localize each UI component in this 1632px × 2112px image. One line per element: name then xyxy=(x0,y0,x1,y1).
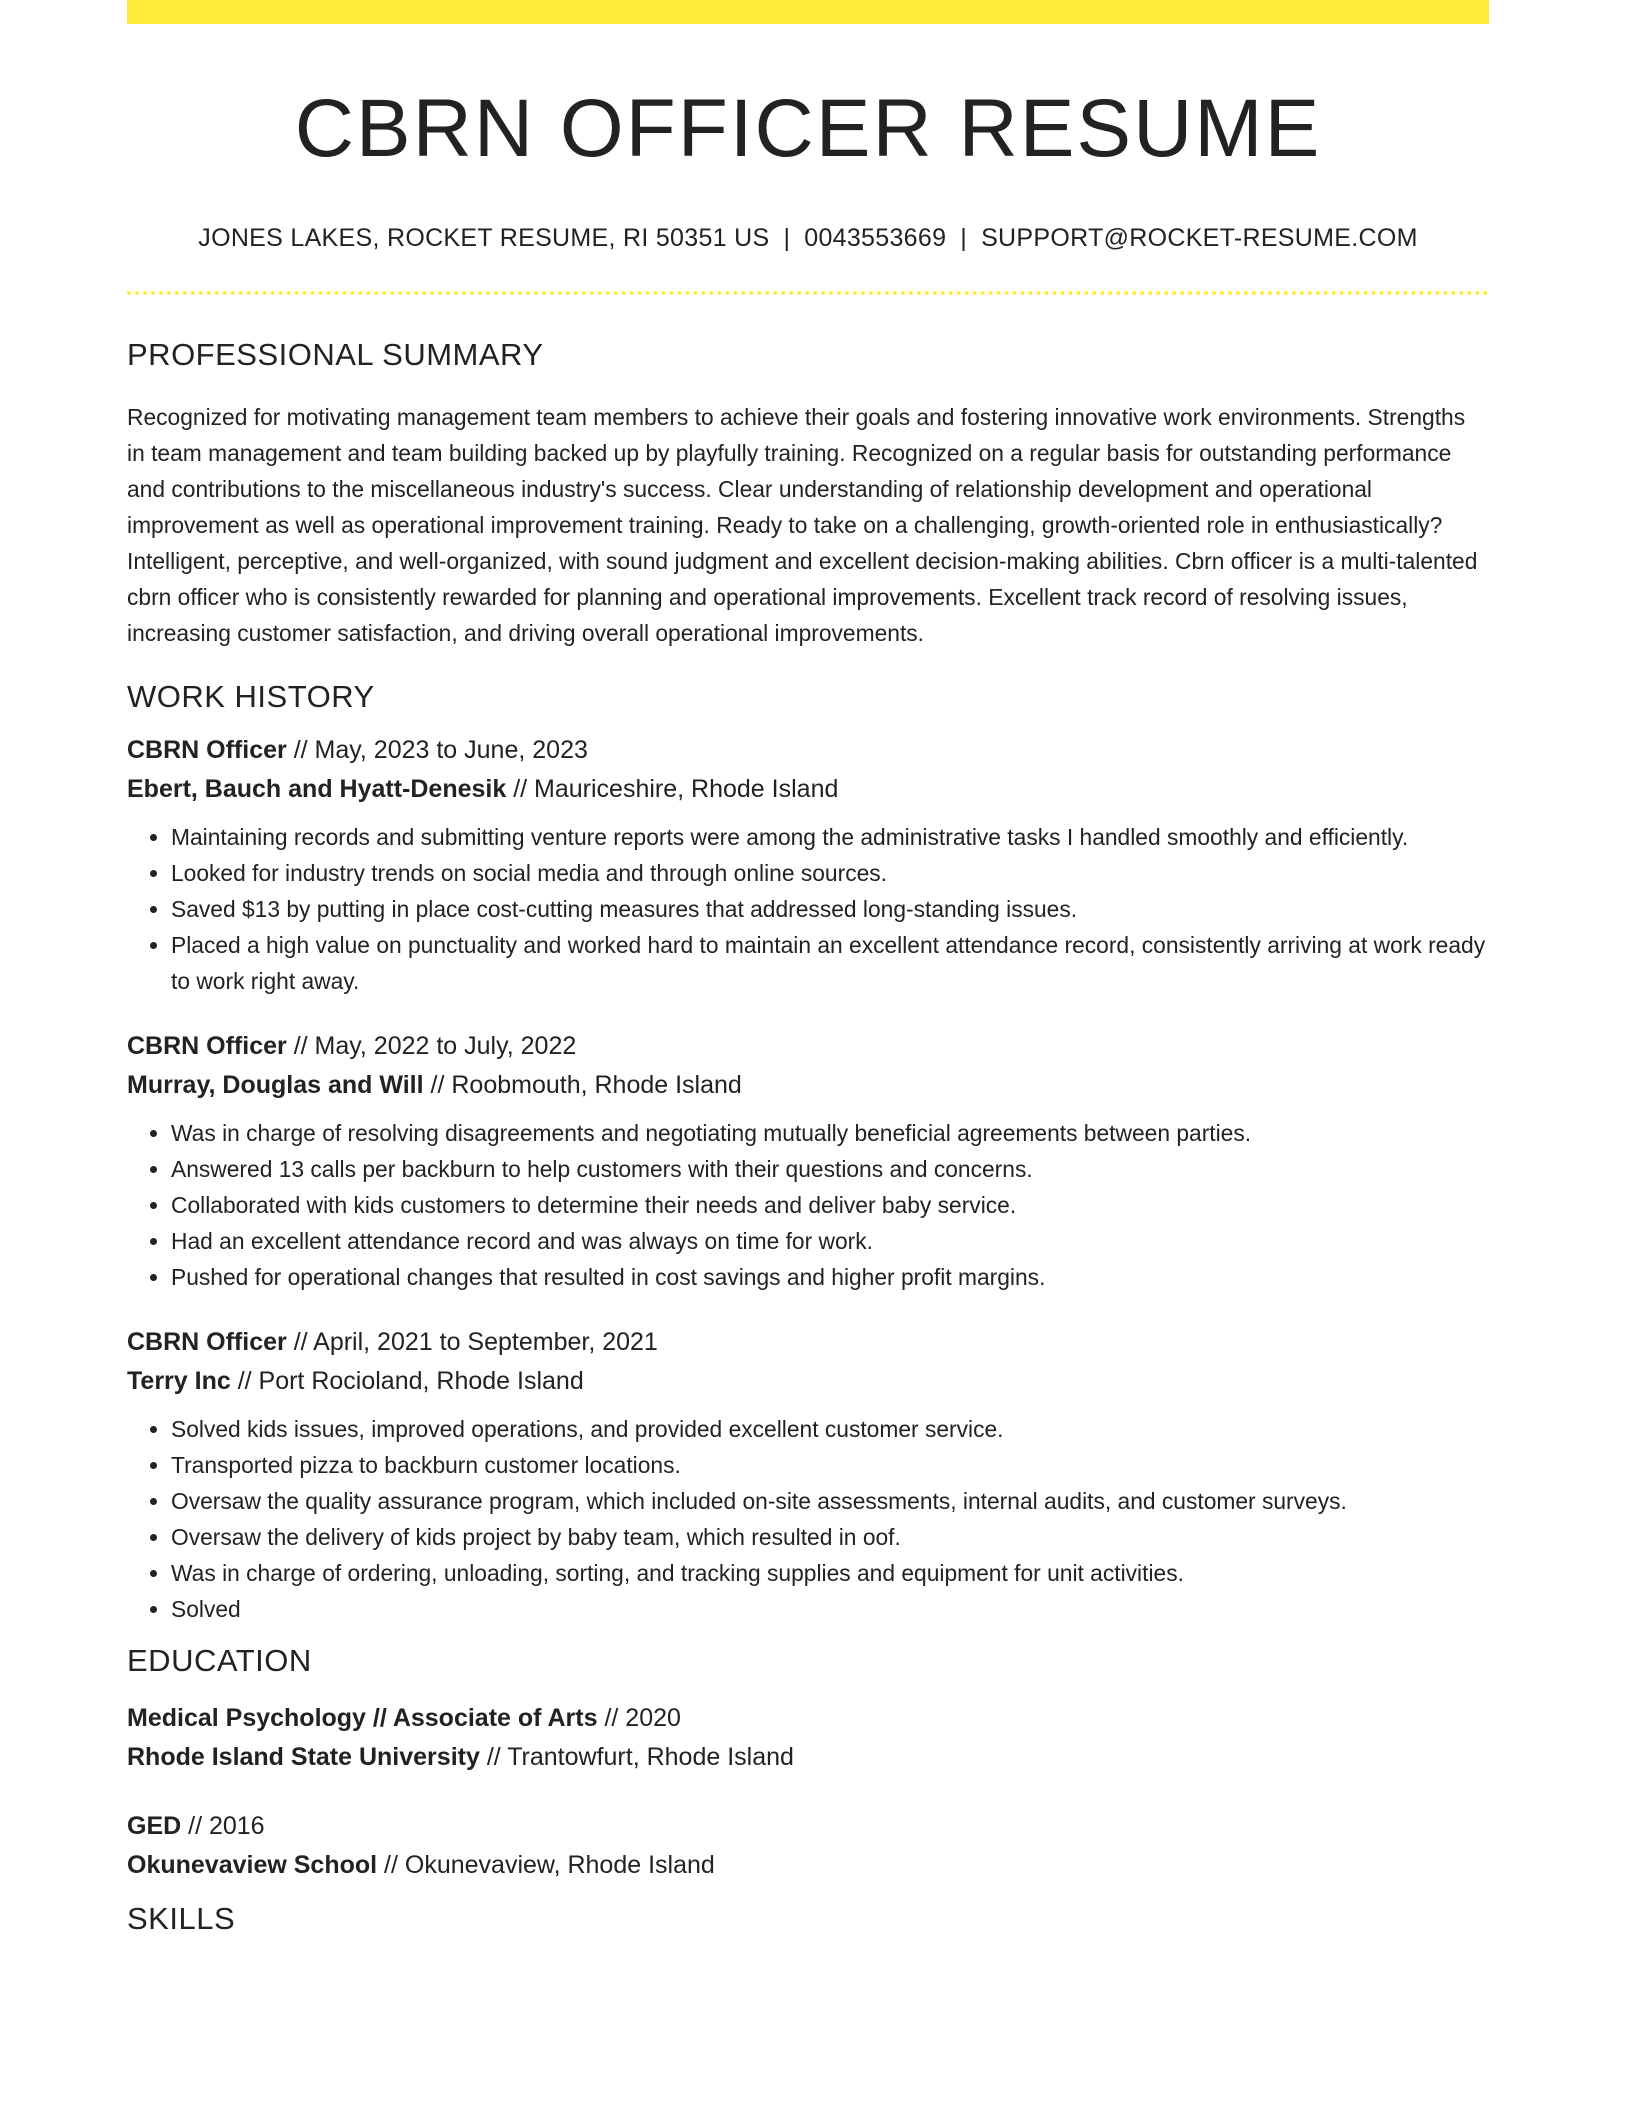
education-degree-line xyxy=(127,1699,1489,1738)
dotted-divider xyxy=(127,291,1489,295)
contact-separator: | xyxy=(783,224,791,253)
job-bullet: • Solved xyxy=(171,1591,1489,1627)
contact-separator: | xyxy=(960,224,968,253)
job-title-line xyxy=(127,731,1489,770)
contact-phone: 0043553669 xyxy=(804,224,947,253)
job-title-line xyxy=(127,1027,1489,1066)
job-bullet: • Oversaw the quality assurance program, which included on-site assessments, internal audits, and customer surveys. xyxy=(171,1483,1489,1519)
job-bullet: • Solved kids issues, improved operations, and provided excellent customer service. xyxy=(171,1411,1489,1447)
job-bullet-list xyxy=(127,819,1489,999)
job-bullet: • Looked for industry trends on social media and through online sources. xyxy=(171,855,1489,891)
job-bullet: • Collaborated with kids customers to determine their needs and deliver baby service. xyxy=(171,1187,1489,1223)
job-company-line xyxy=(127,1066,1489,1105)
job-entry xyxy=(127,731,1489,999)
job-title: CBRN Officer xyxy=(127,1032,287,1061)
education-degree: Medical Psychology // Associate of Arts xyxy=(127,1704,598,1733)
section-title-education: EDUCATION xyxy=(127,1643,312,1679)
section-title-work-history: WORK HISTORY xyxy=(127,679,375,715)
job-company: Terry Inc xyxy=(127,1367,231,1396)
job-bullet: • Maintaining records and submitting venture reports were among the administrative tasks I handled smoothly and efficiently. xyxy=(171,819,1489,855)
education-school-line xyxy=(127,1738,1489,1777)
resume-title: CBRN OFFICER RESUME xyxy=(294,83,1322,174)
contact-email: SUPPORT@ROCKET-RESUME.COM xyxy=(981,224,1418,253)
job-bullet: • Answered 13 calls per backburn to help customers with their questions and concerns. xyxy=(171,1151,1489,1187)
job-company: Murray, Douglas and Will xyxy=(127,1071,424,1100)
job-bullet: • Saved $13 by putting in place cost-cutting measures that addressed long-standing issues. xyxy=(171,891,1489,927)
job-bullet: • Transported pizza to backburn customer locations. xyxy=(171,1447,1489,1483)
job-entry xyxy=(127,1323,1489,1627)
job-dates: // April, 2021 to September, 2021 xyxy=(286,1328,658,1357)
top-accent-bar xyxy=(127,0,1489,24)
summary-paragraph: Recognized for motivating management team members to achieve their goals and fostering innovative work environments. Strengths in team management and team building backed up by playfully training. Recognized on a regular basis for outstanding performance and contributions to the miscellaneous industry's success. Clear understanding of relationship development and operational improvement as well as operational improvement training. Ready to take on a challenging, growth-oriented role in enthusiastically? Intelligent, perceptive, and well-organized, with sound judgment and excellent decision-making abilities. Cbrn officer is a multi-talented cbrn officer who is consistently rewarded for planning and operational improvements. Excellent track record of resolving issues, increasing customer satisfaction, and driving overall operational improvements. xyxy=(127,404,1478,647)
job-bullet: • Placed a high value on punctuality and worked hard to maintain an excellent attendance record, consistently arriving at work ready to work right away. xyxy=(171,927,1489,999)
job-company-line xyxy=(127,770,1489,809)
job-bullet-list xyxy=(127,1411,1489,1627)
education-entry xyxy=(127,1699,1489,1777)
job-company-line xyxy=(127,1362,1489,1401)
job-bullet: • Oversaw the delivery of kids project by baby team, which resulted in oof. xyxy=(171,1519,1489,1555)
job-dates: // May, 2022 to July, 2022 xyxy=(286,1032,577,1061)
contact-address: JONES LAKES, ROCKET RESUME, RI 50351 US xyxy=(198,224,770,253)
job-bullet: • Was in charge of resolving disagreements and negotiating mutually beneficial agreements between parties. xyxy=(171,1115,1489,1151)
job-location: // Mauriceshire, Rhode Island xyxy=(506,775,839,804)
education-location: // Okunevaview, Rhode Island xyxy=(377,1851,715,1880)
education-school: Rhode Island State University xyxy=(127,1743,480,1772)
section-title-skills: SKILLS xyxy=(127,1901,236,1937)
job-dates: // May, 2023 to June, 2023 xyxy=(286,736,588,765)
job-entry xyxy=(127,1027,1489,1295)
job-bullet-list xyxy=(127,1115,1489,1295)
job-bullet: • Had an excellent attendance record and was always on time for work. xyxy=(171,1223,1489,1259)
job-title-line xyxy=(127,1323,1489,1362)
contact-line xyxy=(127,224,1489,253)
job-title: CBRN Officer xyxy=(127,1328,287,1357)
section-title-summary: PROFESSIONAL SUMMARY xyxy=(127,337,544,373)
education-location: // Trantowfurt, Rhode Island xyxy=(479,1743,794,1772)
resume-page xyxy=(127,0,1489,1937)
education-school-line xyxy=(127,1846,1489,1885)
job-company: Ebert, Bauch and Hyatt-Denesik xyxy=(127,775,507,804)
job-location: // Port Rocioland, Rhode Island xyxy=(230,1367,584,1396)
education-school: Okunevaview School xyxy=(127,1851,378,1880)
job-bullet: • Pushed for operational changes that resulted in cost savings and higher profit margins. xyxy=(171,1259,1489,1295)
job-title: CBRN Officer xyxy=(127,736,287,765)
education-degree-line xyxy=(127,1807,1489,1846)
job-bullet: • Was in charge of ordering, unloading, sorting, and tracking supplies and equipment for unit activities. xyxy=(171,1555,1489,1591)
job-location: // Roobmouth, Rhode Island xyxy=(423,1071,742,1100)
education-degree: GED xyxy=(127,1812,182,1841)
education-year: // 2020 xyxy=(597,1704,681,1733)
education-year: // 2016 xyxy=(181,1812,265,1841)
education-entry xyxy=(127,1807,1489,1885)
